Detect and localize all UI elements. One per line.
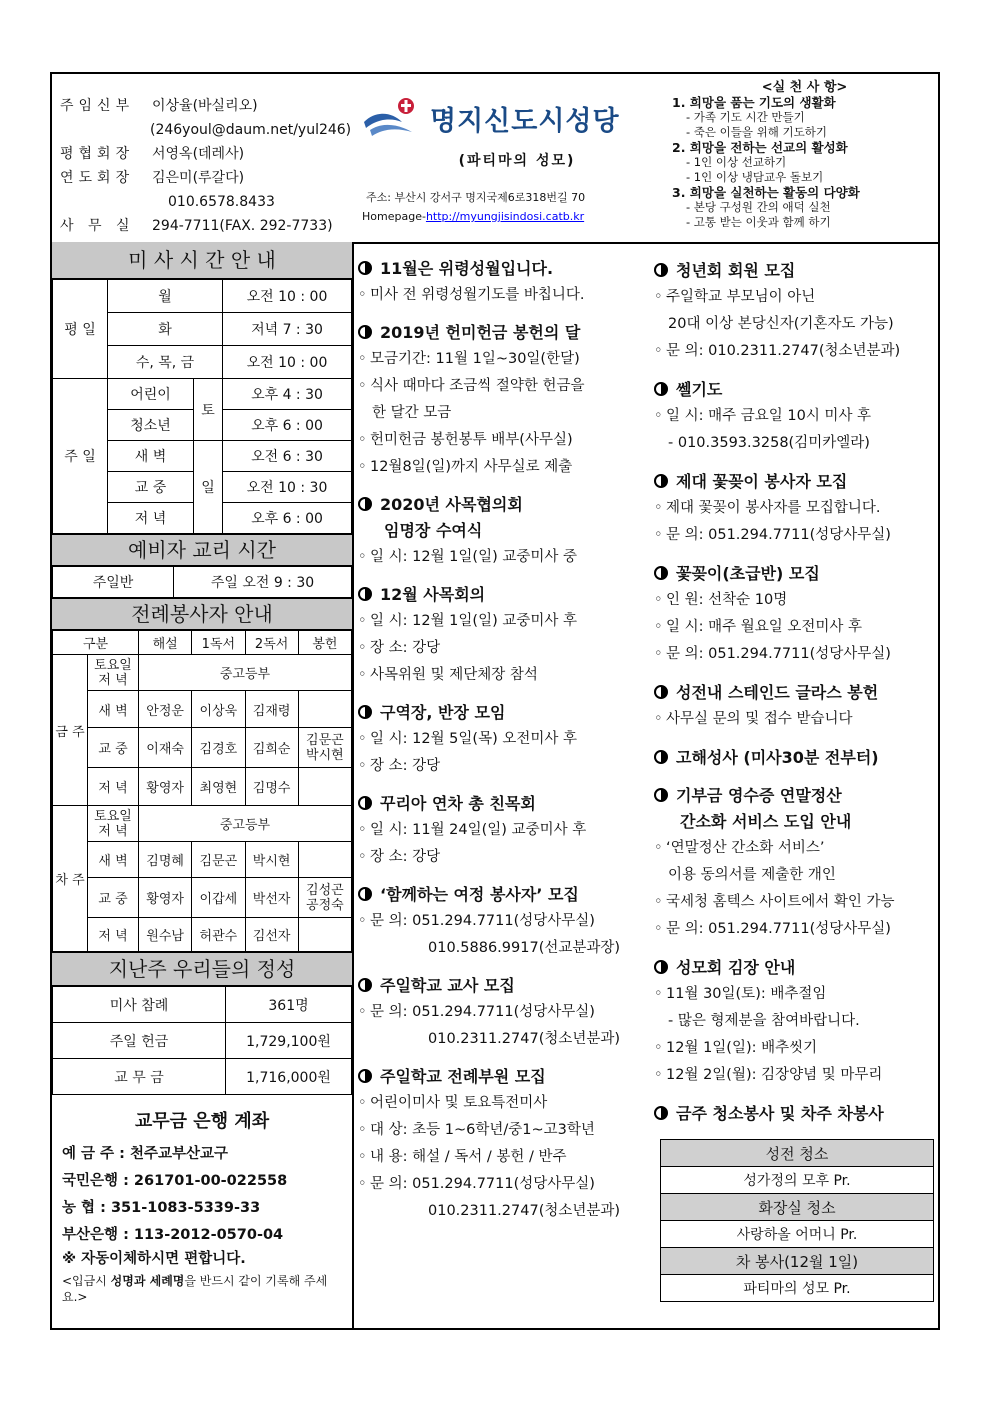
practice-sub: - 죽은 이들을 위해 기도하기	[686, 125, 827, 139]
notice-line: - 많은 형제분을 참여바랍니다.	[668, 1013, 860, 1029]
small-circle-bullet-icon: ◦	[358, 287, 367, 303]
notice-title: 성전내 스테인드 글라스 봉헌	[654, 680, 938, 706]
notice-title: 주일학교 전례부원 모집	[358, 1064, 650, 1090]
notice-section	[358, 256, 650, 309]
notice-line: 이용 동의서를 제출한 개인	[668, 867, 836, 883]
small-circle-bullet-icon: ◦	[654, 894, 663, 910]
notice-title: 12월 사목회의	[358, 582, 650, 608]
notice-line: 010.2311.2747(청소년분과)	[428, 1203, 621, 1219]
notice-line: ◦ 문 의: 010.2311.2747(청소년분과)	[654, 338, 938, 365]
notice-title: 성모회 김장 안내	[654, 955, 938, 981]
notice-title: 고해성사 (미사30분 전부터)	[654, 745, 938, 771]
half-circle-bullet-icon	[358, 325, 372, 339]
notice-line: ◦ 12월 2일(월): 김장양념 및 마무리	[654, 1062, 938, 1089]
notice-title: 제대 꽃꽂이 봉사자 모집	[654, 469, 938, 495]
notice-line: ◦ 12월8일(일)까지 사무실로 제출	[358, 454, 650, 481]
homepage-link[interactable]: http://myungjisindosi.catb.kr	[425, 210, 585, 223]
small-circle-bullet-icon: ◦	[358, 1122, 367, 1138]
half-circle-bullet-icon	[654, 474, 668, 488]
bank-line: 부산은행 : 113-2012-0570-04	[62, 1227, 284, 1243]
right-notices	[650, 258, 938, 1127]
notice-line: ◦ 인 원: 선착순 10명	[654, 587, 938, 614]
table-row: 미사 참례 361명	[53, 987, 352, 1023]
half-circle-bullet-icon	[654, 960, 668, 974]
small-circle-bullet-icon: ◦	[358, 640, 367, 656]
small-circle-bullet-icon: ◦	[358, 1004, 367, 1020]
half-circle-bullet-icon	[654, 750, 668, 764]
practice-sub: - 가족 기도 시간 만들기	[686, 110, 805, 124]
table-row: 화장실 청소	[661, 1194, 934, 1221]
practice-sub: - 1인 이상 냉담교우 돌보기	[686, 170, 824, 184]
notice-title: 쎌기도	[654, 377, 938, 403]
notice-title: 기부금 영수증 연말정산	[654, 783, 938, 809]
notice-line: ◦ 장 소: 강당	[358, 635, 650, 662]
small-circle-bullet-icon: ◦	[654, 646, 663, 662]
notice-line: ◦ 국세청 홈텍스 사이트에서 확인 가능	[654, 889, 938, 916]
catechumen-title: 예비자 교리 시간	[52, 534, 352, 566]
table-row: 금 주 토요일 저 녁 중고등부	[53, 655, 352, 691]
table-row: 교 중 이재숙 김경호 김희순 김문곤 박시현	[53, 728, 352, 768]
sunday-label: 주 일	[53, 379, 108, 534]
notice-line: 010.2311.2747(청소년분과)	[428, 1031, 621, 1047]
notice-section	[654, 745, 938, 771]
table-row: 평 일 월 오전 10 : 00	[53, 280, 352, 313]
notice-line: ◦ 헌미헌금 봉헌봉투 배부(사무실)	[358, 427, 650, 454]
liturgy-table	[52, 630, 352, 952]
small-circle-bullet-icon: ◦	[654, 986, 663, 1002]
notice-line: ◦ 문 의: 051.294.7711(성당사무실)	[358, 908, 650, 935]
half-circle-bullet-icon	[358, 1069, 372, 1083]
notice-title-cont: 임명장 수여식	[384, 521, 483, 540]
notice-title: 금주 청소봉사 및 차주 차봉사	[654, 1101, 938, 1127]
table-row: 구분 해설 1독서 2독서 봉헌	[53, 631, 352, 655]
notice-title: 2019년 헌미헌금 봉헌의 달	[358, 320, 650, 346]
notice-line: ◦ 일 시: 12월 1일(일) 교중미사 중	[358, 544, 650, 571]
notice-section	[358, 1064, 650, 1225]
practice-sub: - 본당 구성원 간의 애덕 실천	[686, 200, 831, 214]
small-circle-bullet-icon: ◦	[358, 549, 367, 565]
small-circle-bullet-icon: ◦	[358, 849, 367, 865]
small-circle-bullet-icon: ◦	[358, 613, 367, 629]
notice-line: ◦ 식사 때마다 조금씩 절약한 헌금을	[358, 373, 650, 400]
table-row: 저 녁 황영자 최영현 김명수	[53, 768, 352, 806]
bulletin-frame	[50, 72, 940, 1330]
table-row: 성가정의 모후 Pr.	[661, 1167, 934, 1194]
cleaning-table	[660, 1139, 934, 1302]
small-circle-bullet-icon: ◦	[654, 343, 663, 359]
notice-line: - 010.3593.3258(김미카엘라)	[668, 435, 870, 451]
half-circle-bullet-icon	[654, 382, 668, 396]
middle-column	[354, 242, 650, 1328]
notice-section	[358, 791, 650, 871]
notice-section	[358, 582, 650, 689]
table-row: 주 일 어린이 토 오후 4 : 30	[53, 379, 352, 410]
header	[52, 74, 938, 244]
mass-times-title: 미 사 시 간 안 내	[52, 242, 352, 279]
small-circle-bullet-icon: ◦	[358, 913, 367, 929]
half-circle-bullet-icon	[358, 796, 372, 810]
notice-line: ◦ 문 의: 051.294.7711(성당사무실)	[358, 999, 650, 1026]
bank-note: <입금시 성명과 세례명을 반드시 같이 기록해 주세요.>	[62, 1274, 328, 1304]
notice-section	[358, 973, 650, 1053]
notice-line: ◦ 주일학교 부모님이 아닌	[654, 284, 938, 311]
mass-times-table	[52, 279, 352, 534]
bank-line: 예 금 주 : 천주교부산교구	[62, 1146, 229, 1162]
small-circle-bullet-icon: ◦	[654, 921, 663, 937]
notice-title-cont: 간소화 서비스 도입 안내	[680, 812, 852, 831]
church-name: 명지신도시성당	[430, 105, 620, 137]
notice-line: 20대 이상 본당신자(기혼자도 가능)	[668, 316, 894, 332]
notice-line: ◦ 장 소: 강당	[358, 753, 650, 780]
half-circle-bullet-icon	[358, 497, 372, 511]
notice-section	[358, 492, 650, 571]
half-circle-bullet-icon	[654, 685, 668, 699]
notice-line: ◦ 11월 30일(토): 배추절임	[654, 981, 938, 1008]
small-circle-bullet-icon: ◦	[358, 1095, 367, 1111]
notice-line: ◦ 문 의: 051.294.7711(성당사무실)	[654, 641, 938, 668]
small-circle-bullet-icon: ◦	[654, 1067, 663, 1083]
notice-line: ◦ 내 용: 해설 / 독서 / 봉헌 / 반주	[358, 1144, 650, 1171]
notice-section	[654, 258, 938, 365]
notice-line: 한 달간 모금	[372, 405, 452, 421]
notice-line: ◦ 일 시: 12월 5일(목) 오전미사 후	[358, 726, 650, 753]
half-circle-bullet-icon	[654, 1106, 668, 1120]
notice-section	[654, 469, 938, 549]
notice-section	[358, 320, 650, 481]
half-circle-bullet-icon	[358, 705, 372, 719]
half-circle-bullet-icon	[358, 887, 372, 901]
small-circle-bullet-icon: ◦	[358, 378, 367, 394]
church-address: 주소: 부산시 강서구 명지국제6로318번길 70	[366, 191, 586, 204]
notice-line: ◦ 대 상: 초등 1~6학년/중1~고3학년	[358, 1117, 650, 1144]
table-row: 주일반 주일 오전 9 : 30	[53, 567, 352, 598]
church-logo-icon	[362, 96, 422, 140]
small-circle-bullet-icon: ◦	[358, 1176, 367, 1192]
notice-section	[654, 1101, 938, 1127]
table-row: 새 벽 안정운 이상욱 김재령	[53, 691, 352, 728]
notice-line: ◦ 문 의: 051.294.7711(성당사무실)	[654, 522, 938, 549]
notice-line: ◦ 장 소: 강당	[358, 844, 650, 871]
staff-row: 주임신부 이상율(바실리오)	[60, 98, 258, 114]
practice-sub: - 고통 받는 이웃과 함께 하기	[686, 215, 831, 229]
notice-line: ◦ 사목위원 및 제단체장 참석	[358, 662, 650, 689]
half-circle-bullet-icon	[358, 587, 372, 601]
table-row: 사랑하올 어머니 Pr.	[661, 1221, 934, 1248]
church-patron: (파티마의 성모)	[458, 153, 576, 169]
bank-line: 농 협 : 351-1083-5339-33	[62, 1200, 261, 1216]
staff-row: 010.6578.8433	[168, 194, 275, 210]
right-column	[650, 242, 938, 1328]
notice-line: ◦ 사무실 문의 및 접수 받습니다	[654, 706, 938, 733]
small-circle-bullet-icon: ◦	[654, 500, 663, 516]
small-circle-bullet-icon: ◦	[358, 432, 367, 448]
notice-line: ◦ 12월 1일(일): 배추씻기	[654, 1035, 938, 1062]
notice-title: ‘함께하는 여정 봉사자’ 모집	[358, 882, 650, 908]
left-column	[52, 242, 354, 1328]
small-circle-bullet-icon: ◦	[358, 758, 367, 774]
bank-title: 교무금 은행 계좌	[134, 1111, 270, 1132]
table-row: 교 무 금 1,716,000원	[53, 1059, 352, 1095]
small-circle-bullet-icon: ◦	[654, 592, 663, 608]
practice-head: 3. 희망을 실천하는 활동의 다양화	[672, 185, 860, 200]
small-circle-bullet-icon: ◦	[654, 619, 663, 635]
notice-line: ◦ 문 의: 051.294.7711(성당사무실)	[654, 916, 938, 943]
next-week-label: 차 주	[53, 806, 88, 952]
bank-line: 국민은행 : 261701-00-022558	[62, 1173, 288, 1189]
table-row: 파티마의 성모 Pr.	[661, 1275, 934, 1302]
this-week-label: 금 주	[53, 655, 88, 806]
small-circle-bullet-icon: ◦	[654, 408, 663, 424]
half-circle-bullet-icon	[358, 261, 372, 275]
practice-sub: - 1인 이상 선교하기	[686, 155, 787, 169]
notice-line: 010.5886.9917(선교분과장)	[428, 940, 621, 956]
half-circle-bullet-icon	[358, 978, 372, 992]
notice-section	[654, 377, 938, 457]
homepage-line: Homepage-http://myungjisindosi.catb.kr	[362, 210, 585, 223]
small-circle-bullet-icon: ◦	[654, 840, 663, 856]
bank-account-block	[52, 1095, 352, 1305]
bank-line: ※ 자동이체하시면 편합니다.	[62, 1251, 246, 1267]
practice-list	[672, 80, 937, 230]
table-row: 수, 목, 금 오전 10 : 00	[53, 346, 352, 379]
small-circle-bullet-icon: ◦	[654, 527, 663, 543]
notice-section	[654, 955, 938, 1089]
table-row: 청소년 오후 6 : 00	[53, 410, 352, 441]
notice-line: ◦ 제대 꽃꽂이 봉사자를 모집합니다.	[654, 495, 938, 522]
staff-row: 연도회장 김은미(루갈다)	[60, 170, 245, 186]
liturgy-title: 전례봉사자 안내	[52, 598, 352, 630]
table-row: 차 봉사(12월 1일)	[661, 1248, 934, 1275]
small-circle-bullet-icon: ◦	[358, 731, 367, 747]
notice-line: ◦ 미사 전 위령성월기도를 바칩니다.	[358, 282, 650, 309]
practice-title: <실 천 사 항>	[761, 80, 848, 95]
notice-title: 꾸리아 연차 총 친목회	[358, 791, 650, 817]
staff-row: (246youl@daum.net/yul246)	[150, 122, 352, 138]
table-row: 교 중 황영자 이갑세 박선자 김성곤 공정숙	[53, 878, 352, 918]
staff-row: 사 무 실 294-7711(FAX. 292-7733)	[60, 218, 333, 234]
notice-line: ◦ 일 시: 매주 금요일 10시 미사 후	[654, 403, 938, 430]
half-circle-bullet-icon	[654, 566, 668, 580]
practice-head: 2. 희망을 전하는 선교의 활성화	[672, 140, 848, 155]
notice-line: ◦ 일 시: 11월 24일(일) 교중미사 후	[358, 817, 650, 844]
table-row: 주일 헌금 1,729,100원	[53, 1023, 352, 1059]
small-circle-bullet-icon: ◦	[358, 459, 367, 475]
half-circle-bullet-icon	[654, 788, 668, 802]
notice-section	[654, 783, 938, 943]
notice-title: 청년회 회원 모집	[654, 258, 938, 284]
small-circle-bullet-icon: ◦	[358, 667, 367, 683]
small-circle-bullet-icon: ◦	[654, 711, 663, 727]
notice-line: ◦ ‘연말정산 간소화 서비스’	[654, 835, 938, 862]
notice-title: 구역장, 반장 모임	[358, 700, 650, 726]
notice-line: ◦ 모금기간: 11월 1일~30일(한달)	[358, 346, 650, 373]
catechumen-table	[52, 566, 352, 598]
small-circle-bullet-icon: ◦	[358, 822, 367, 838]
church-logo-block	[362, 96, 662, 226]
table-row: 화 저녁 7 : 30	[53, 313, 352, 346]
table-row: 새 벽 일 오전 6 : 30	[53, 441, 352, 472]
staff-row: 평협회장 서영옥(데레사)	[60, 146, 245, 162]
notice-line: ◦ 일 시: 12월 1일(일) 교중미사 후	[358, 608, 650, 635]
small-circle-bullet-icon: ◦	[358, 1149, 367, 1165]
notice-section	[358, 700, 650, 780]
notice-section	[654, 561, 938, 668]
table-row: 저 녁 원수남 허관수 김선자	[53, 918, 352, 952]
small-circle-bullet-icon: ◦	[654, 1040, 663, 1056]
notice-line: ◦ 일 시: 매주 월요일 오전미사 후	[654, 614, 938, 641]
staff-list	[60, 94, 351, 238]
notice-line: ◦ 어린이미사 및 토요특전미사	[358, 1090, 650, 1117]
table-row: 저 녁 오후 6 : 00	[53, 503, 352, 534]
small-circle-bullet-icon: ◦	[358, 351, 367, 367]
offering-title: 지난주 우리들의 정성	[52, 952, 352, 986]
small-circle-bullet-icon: ◦	[654, 289, 663, 305]
notice-line: ◦ 문 의: 051.294.7711(성당사무실)	[358, 1171, 650, 1198]
notice-section	[358, 882, 650, 962]
weekday-label: 평 일	[53, 280, 108, 379]
table-row: 교 중 오전 10 : 30	[53, 472, 352, 503]
notice-title: 주일학교 교사 모집	[358, 973, 650, 999]
half-circle-bullet-icon	[654, 263, 668, 277]
notice-title: 2020년 사목협의회	[358, 492, 650, 518]
notice-section	[654, 680, 938, 733]
table-row: 새 벽 김명혜 김문곤 박시현	[53, 842, 352, 878]
notice-title: 11월은 위령성월입니다.	[358, 256, 650, 282]
practice-head: 1. 희망을 품는 기도의 생활화	[672, 95, 836, 110]
table-row: 성전 청소	[661, 1140, 934, 1167]
table-row: 차 주 토요일 저 녁 중고등부	[53, 806, 352, 842]
offering-table	[52, 986, 352, 1095]
church-address-block	[362, 188, 662, 226]
notice-title: 꽃꽂이(초급반) 모집	[654, 561, 938, 587]
